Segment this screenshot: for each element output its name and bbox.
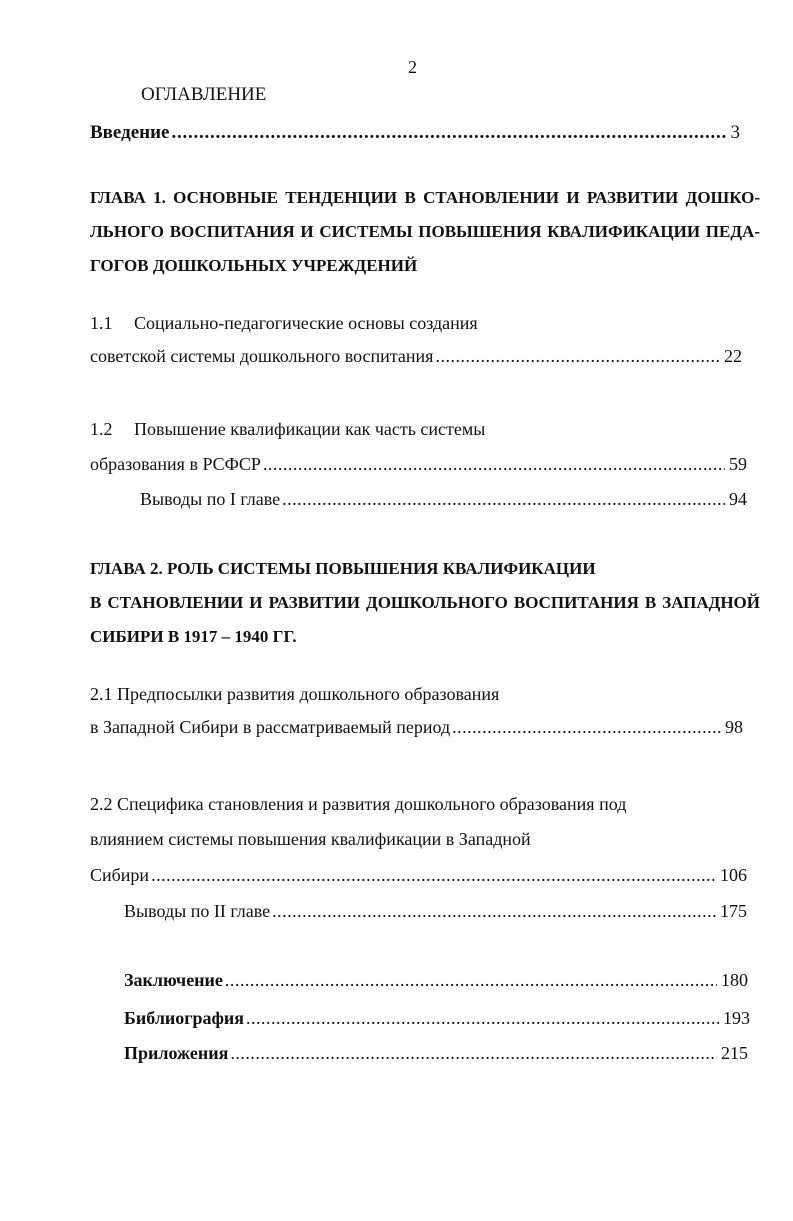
chapter-title-line: ГОГОВ ДОШКОЛЬНЫХ УЧРЕЖДЕНИЙ bbox=[90, 256, 418, 275]
dot-leader bbox=[230, 1042, 717, 1064]
toc-entry-label: Заключение bbox=[124, 970, 223, 990]
toc-entry-page: 22 bbox=[724, 346, 742, 366]
page-number: 2 bbox=[408, 57, 417, 77]
section-2-1-title: 2.1 Предпосылки развития дошкольного образования bbox=[90, 684, 500, 704]
toc-entry-label: Выводы по I главе bbox=[140, 489, 281, 509]
dot-leader bbox=[151, 864, 716, 886]
chapter-title-line: ГЛАВА 1. ОСНОВНЫЕ ТЕНДЕНЦИИ В СТАНОВЛЕНИИ И РАЗВИТИИ ДОШКО- bbox=[90, 188, 760, 207]
section-1-1-number: 1.1 bbox=[90, 313, 113, 333]
chapter-2-title bbox=[90, 552, 760, 654]
dot-leader bbox=[452, 716, 721, 738]
section-1-2-title: Повышение квалификации как часть системы bbox=[134, 419, 486, 439]
dot-leader bbox=[172, 122, 727, 144]
chapter-title-line: В СТАНОВЛЕНИИ И РАЗВИТИИ ДОШКОЛЬНОГО ВОСПИТАНИЯ В ЗАПАДНОЙ bbox=[90, 593, 760, 612]
toc-entry-chapter-2-conclusions bbox=[124, 900, 747, 922]
chapter-title-line: ЛЬНОГО ВОСПИТАНИЯ И СИСТЕМЫ ПОВЫШЕНИЯ КВАЛИФИКАЦИИ ПЕДА- bbox=[90, 222, 760, 241]
toc-entry-chapter-1-conclusions bbox=[140, 488, 747, 510]
toc-entry-conclusion bbox=[124, 969, 748, 991]
toc-heading: ОГЛАВЛЕНИЕ bbox=[141, 84, 267, 105]
toc-entry-1-1 bbox=[90, 345, 742, 367]
toc-entry-1-2 bbox=[90, 453, 747, 475]
toc-entry-page: 106 bbox=[720, 865, 747, 885]
dot-leader bbox=[246, 1007, 719, 1029]
section-2-2-title-cont: влиянием системы повышения квалификации в Западной bbox=[90, 829, 531, 849]
toc-entry-label: образования в РСФСР bbox=[90, 454, 261, 474]
toc-entry-page: 180 bbox=[721, 970, 748, 990]
toc-entry-label: Введение bbox=[90, 122, 170, 143]
dot-leader bbox=[263, 453, 725, 475]
toc-entry-intro bbox=[90, 122, 740, 144]
toc-entry-appendices bbox=[124, 1042, 748, 1064]
toc-entry-bibliography bbox=[124, 1007, 750, 1029]
toc-entry-page: 215 bbox=[721, 1043, 748, 1063]
toc-entry-page: 3 bbox=[730, 122, 740, 143]
toc-entry-2-1 bbox=[90, 716, 743, 738]
toc-entry-label: Приложения bbox=[124, 1043, 229, 1063]
dot-leader bbox=[225, 969, 717, 991]
toc-entry-page: 59 bbox=[729, 454, 747, 474]
toc-entry-page: 98 bbox=[725, 717, 743, 737]
dot-leader bbox=[282, 488, 725, 510]
toc-entry-label: советской системы дошкольного воспитания bbox=[90, 346, 434, 366]
toc-entry-2-2 bbox=[90, 864, 747, 886]
toc-entry-label: Библиография bbox=[124, 1008, 245, 1028]
section-1-1-title: Социально-педагогические основы создания bbox=[134, 313, 478, 333]
toc-entry-label: Сибири bbox=[90, 865, 150, 885]
chapter-1-title bbox=[90, 181, 760, 283]
chapter-title-line: ГЛАВА 2. РОЛЬ СИСТЕМЫ ПОВЫШЕНИЯ КВАЛИФИКАЦИИ bbox=[90, 559, 596, 578]
toc-entry-label: Выводы по II главе bbox=[124, 901, 271, 921]
dot-leader bbox=[272, 900, 716, 922]
dot-leader bbox=[435, 345, 720, 367]
toc-entry-page: 193 bbox=[723, 1008, 750, 1028]
toc-entry-label: в Западной Сибири в рассматриваемый период bbox=[90, 717, 451, 737]
chapter-title-line: СИБИРИ В 1917 – 1940 ГГ. bbox=[90, 627, 297, 646]
section-1-2-number: 1.2 bbox=[90, 419, 113, 439]
section-2-2-title: 2.2 Специфика становления и развития дошкольного образования под bbox=[90, 794, 627, 814]
toc-entry-page: 94 bbox=[729, 489, 747, 509]
toc-entry-page: 175 bbox=[720, 901, 747, 921]
